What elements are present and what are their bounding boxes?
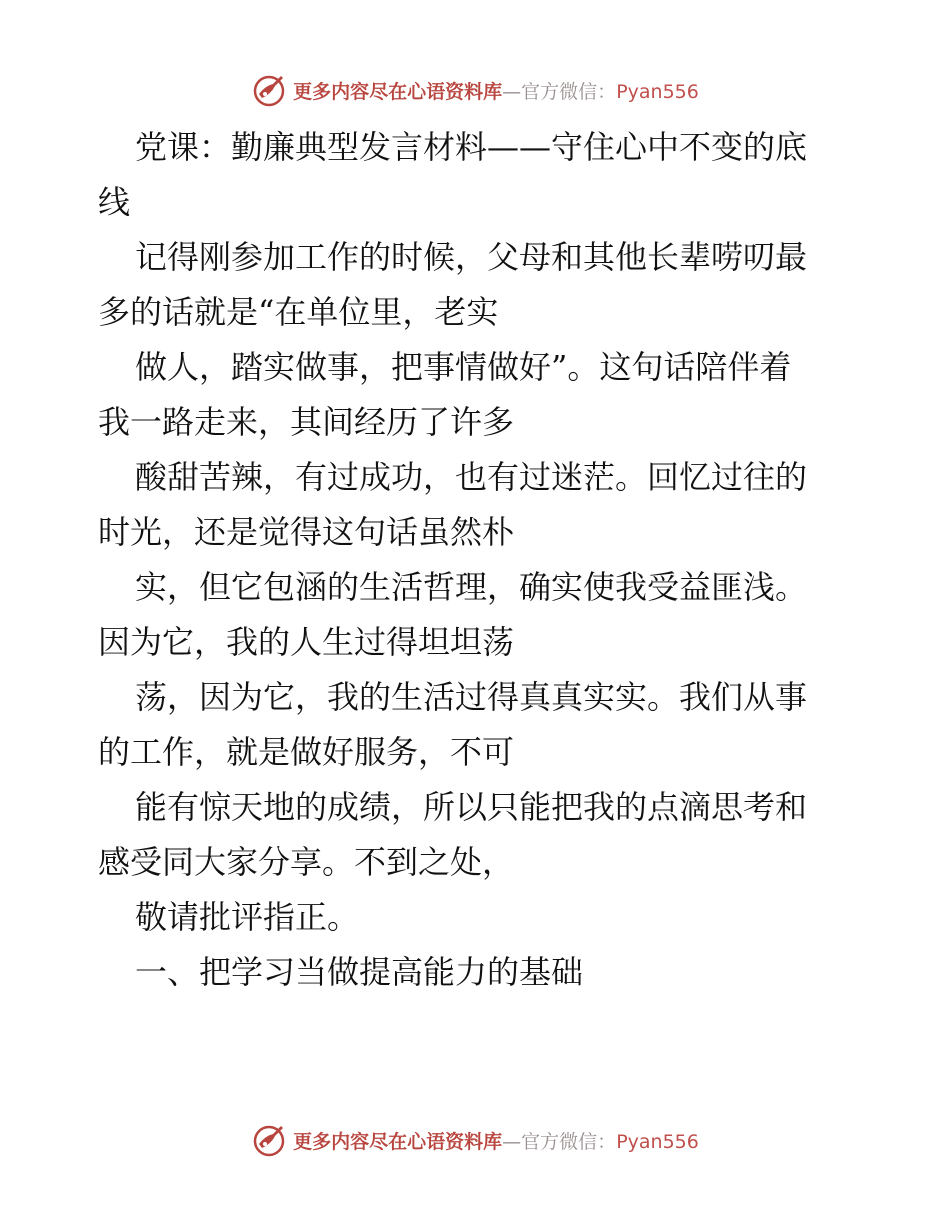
document-line: [98, 395, 858, 450]
header-banner-id: Pyan556: [616, 80, 699, 103]
document-line: [98, 725, 858, 780]
document-line-text: 记得刚参加工作的时候，父母和其他长辈唠叨最: [135, 238, 808, 276]
footer-banner-id: Pyan556: [616, 1130, 699, 1153]
document-line-text: 党课：勤廉典型发言材料——守住心中不变的底: [135, 128, 808, 166]
document-line-text: 时光，还是觉得这句话虽然朴: [98, 513, 515, 551]
footer-banner-official: 官方微信：: [521, 1130, 617, 1153]
document-line-text: 能有惊天地的成绩，所以只能把我的点滴思考和: [135, 788, 808, 826]
document-line-text: 敬请批评指正。: [135, 898, 360, 936]
document-line: [98, 340, 858, 395]
header-banner-sep: —: [502, 80, 522, 103]
document-line: [98, 505, 858, 560]
document-line-text: 的工作，就是做好服务，不可: [98, 733, 515, 771]
document-line-text: 实，但它包涵的生活哲理，确实使我受益匪浅。: [135, 568, 808, 606]
header-banner-official: 官方微信：: [521, 80, 617, 103]
header-banner-main: 更多内容尽在心语资料库: [293, 80, 503, 103]
document-line-text: 一、把学习当做提高能力的基础: [135, 953, 584, 991]
document-line: [98, 560, 858, 615]
document-line-text: 荡，因为它，我的生活过得真真实实。我们从事: [135, 678, 808, 716]
document-line: [98, 230, 858, 285]
document-line: [98, 835, 858, 890]
document-line: [98, 120, 858, 175]
document-line: [98, 780, 858, 835]
document-line-text: 我一路走来，其间经历了许多: [98, 403, 515, 441]
document-line: [98, 890, 858, 945]
document-line: [98, 615, 858, 670]
document-line-text: 做人，踏实做事，把事情做好”。这句话陪伴着: [135, 348, 792, 386]
document-line: [98, 450, 858, 505]
document-line-text: 酸甜苦辣，有过成功，也有过迷茫。回忆过往的: [135, 458, 808, 496]
document-line: [98, 670, 858, 725]
footer-banner-main: 更多内容尽在心语资料库: [293, 1130, 503, 1153]
document-body: [98, 120, 858, 1000]
pen-logo-icon: [251, 72, 287, 108]
document-line-text: 多的话就是“在单位里，老实: [98, 293, 499, 331]
footer-banner: [0, 1118, 950, 1162]
document-line: [98, 285, 858, 340]
document-line-text: 感受同大家分享。不到之处，: [98, 843, 515, 881]
document-line-text: 线: [98, 183, 131, 221]
footer-banner-sep: —: [502, 1130, 522, 1153]
document-line: [98, 175, 858, 230]
pen-logo-icon: [251, 1122, 287, 1158]
footer-banner-text: [293, 1127, 699, 1154]
header-banner: [0, 68, 950, 112]
document-line-text: 因为它，我的人生过得坦坦荡: [98, 623, 515, 661]
document-line: [98, 945, 858, 1000]
header-banner-text: [293, 77, 699, 104]
